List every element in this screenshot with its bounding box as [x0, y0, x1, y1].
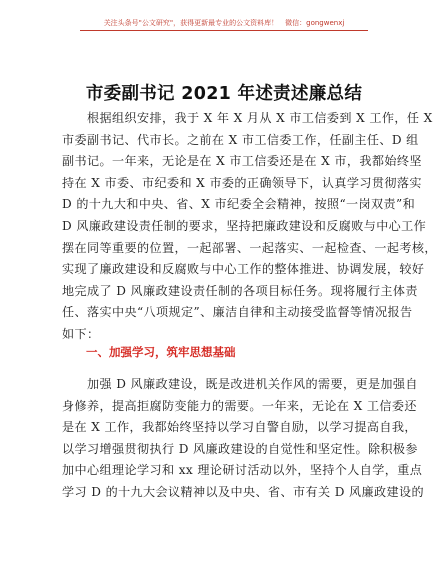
- paragraph-line: 是在 X 工作，我都始终坚持以学习自警自励，以学习提高自我，: [62, 420, 417, 435]
- paragraph-line: 以学习增强贯彻执行 D 风廉政建设的自觉性和坚定性。除积极参: [62, 441, 418, 456]
- paragraph-line: 实现了廉政建设和反腐败与中心工作的整体推进、协调发展，较好: [62, 262, 425, 277]
- paragraph-line: 摆在同等重要的位置，一起部署、一起落实、一起检查、一起考核，: [62, 240, 437, 255]
- header-banner: 关注头条号"公文研究"，获得更新最专业的公文资料库！ 微信：gongwenxj: [80, 18, 368, 31]
- paragraph-line: D 风廉政建设责任制的要求，坚持把廉政建设和反腐败与中心工作: [62, 218, 427, 233]
- document-title: 市委副书记 2021 年述责述廉总结: [85, 84, 363, 104]
- paragraph-line: 如下：: [62, 326, 100, 341]
- paragraph-line: 学习 D 的十九大会议精神以及中央、省、市有关 D 风廉政建设的: [62, 484, 425, 499]
- paragraph-line: 市委副书记、代市长。之前在 X 市工信委工作，任副主任、D 组: [62, 132, 419, 147]
- section-heading: 一、加强学习，筑牢思想基础: [86, 345, 236, 359]
- paragraph-line: D 的十九大和中央、省、X 市纪委全会精神，按照“一岗双责”和: [62, 197, 416, 212]
- intro-paragraph: [62, 108, 437, 346]
- paragraph-line: 根据组织安排，我于 X 年 X 月从 X 市工信委到 X 工作，任 X: [62, 111, 433, 125]
- paragraph-line: 身修养，提高拒腐防变能力的需要。一年来，无论在 X 工信委还: [62, 398, 417, 413]
- paragraph-line: 持在 X 市委、市纪委和 X 市委的正确领导下，认真学习贯彻落实: [62, 175, 422, 190]
- paragraph-line: 副书记。一年来，无论是在 X 市工信委还是在 X 市，我都始终坚: [62, 154, 422, 169]
- paragraph-line: 任、落实中央“八项规定”、廉洁自律和主动接受监督等情况报告: [62, 305, 413, 320]
- paragraph-line: 地完成了 D 风廉政建设责任制的各项目标任务。现将履行主体责: [62, 283, 418, 298]
- section-paragraph: [62, 374, 425, 504]
- paragraph-line: 加强 D 风廉政建设，既是改进机关作风的需要，更是加强自: [62, 377, 418, 391]
- paragraph-line: 加中心组理论学习和 xx 理论研讨活动以外，坚持个人自学，重点: [62, 463, 423, 478]
